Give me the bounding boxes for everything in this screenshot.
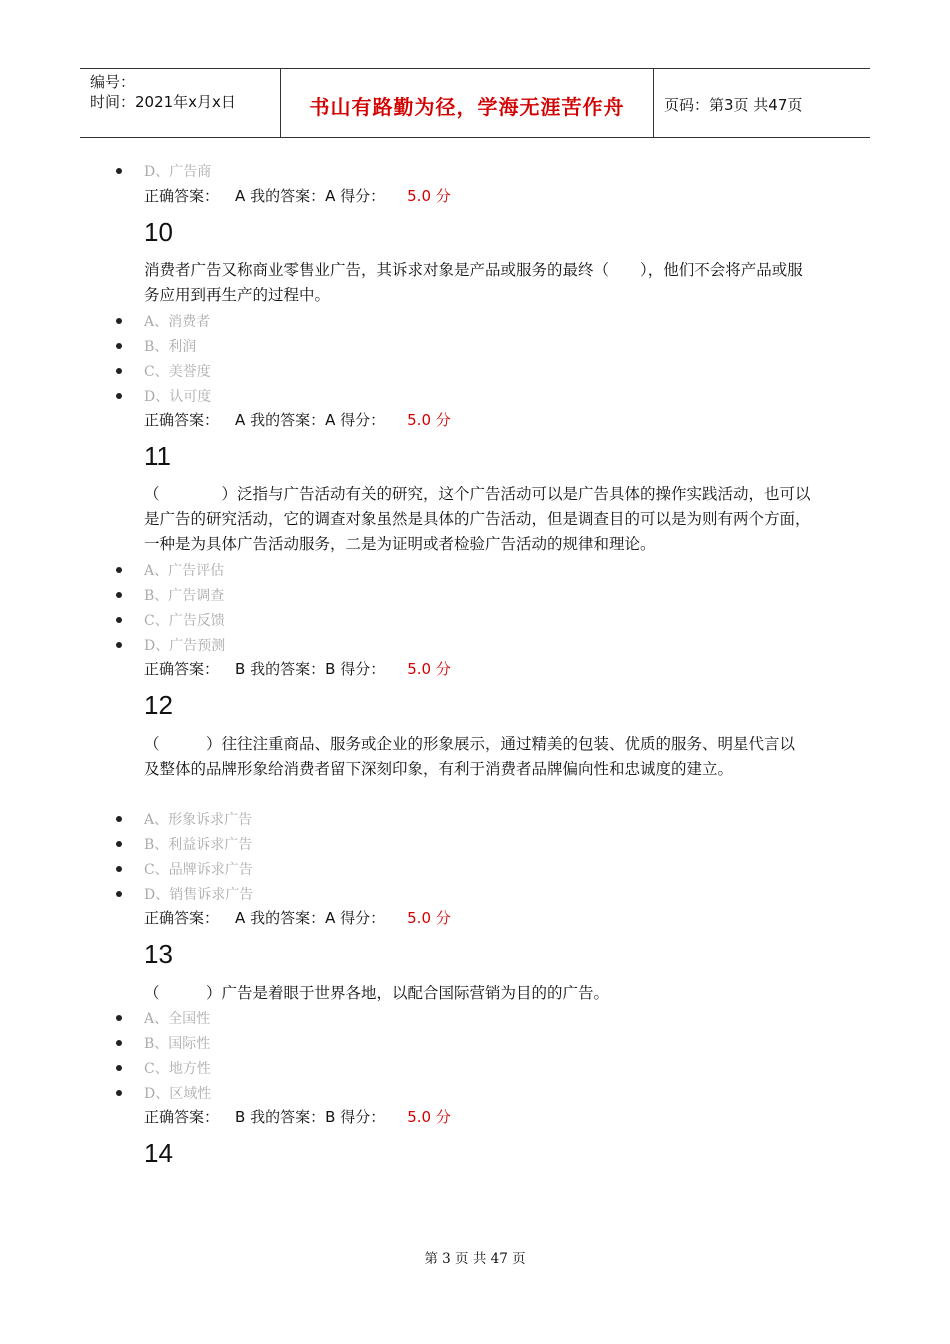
bullet xyxy=(116,1065,122,1071)
question-text: （ ）广告是着眼于世界各地，以配合国际营销为目的的广告。 xyxy=(144,984,610,1002)
option-a: A、全国性 xyxy=(144,1011,211,1027)
answer-line: 正确答案： A 我的答案：A 得分： 5.0 分 xyxy=(144,909,451,927)
question-number: 10 xyxy=(144,217,173,247)
header-meta-cell xyxy=(80,69,281,137)
option-a: A、广告评估 xyxy=(144,563,225,579)
question-number: 12 xyxy=(144,690,173,720)
answer-line: 正确答案： B 我的答案：B 得分： 5.0 分 xyxy=(144,1108,451,1126)
option-b: B、利益诉求广告 xyxy=(144,837,253,853)
header-motto-cell xyxy=(281,69,654,137)
bullet xyxy=(116,816,122,822)
bullet xyxy=(116,567,122,573)
bullet xyxy=(116,168,122,174)
option-d: D、认可度 xyxy=(144,389,212,405)
option-a: A、消费者 xyxy=(144,314,211,330)
option-c: C、广告反馈 xyxy=(144,613,225,629)
answer-line: 正确答案： A 我的答案：A 得分： 5.0 分 xyxy=(144,187,451,205)
number-label: 编号： xyxy=(90,73,136,91)
option-d: D、广告预测 xyxy=(144,638,226,654)
question-text: （ ）往往注重商品、服务或企业的形象展示，通过精美的包装、优质的服务、明星代言以及整体的品牌形象给消费者留下深刻印象，有利于消费者品牌偏向性和忠诚度的建立。 xyxy=(144,735,796,778)
bullet xyxy=(116,841,122,847)
question-text: （ ）泛指与广告活动有关的研究，这个广告活动可以是广告具体的操作实践活动，也可以是广告的研究活动，它的调查对象虽然是具体的广告活动，但是调查目的可以是为则有两个方面，一种是为具体广告活动服务，二是为证明或者检验广告活动的规律和理论。 xyxy=(144,485,811,553)
bullet xyxy=(116,368,122,374)
option-a: A、形象诉求广告 xyxy=(144,812,253,828)
option-d: D、区域性 xyxy=(144,1086,212,1102)
option-d: D、广告商 xyxy=(144,164,212,180)
option-c: C、地方性 xyxy=(144,1061,211,1077)
document-header xyxy=(80,68,870,138)
answer-line: 正确答案： B 我的答案：B 得分： 5.0 分 xyxy=(144,660,451,678)
bullet xyxy=(116,1015,122,1021)
motto: 书山有路勤为径，学海无涯苦作舟 xyxy=(309,95,625,119)
bullet xyxy=(116,891,122,897)
option-b: B、国际性 xyxy=(144,1036,211,1052)
bullet xyxy=(116,1090,122,1096)
answer-line: 正确答案： A 我的答案：A 得分： 5.0 分 xyxy=(144,411,451,429)
option-c: C、美誉度 xyxy=(144,364,211,380)
question-number: 11 xyxy=(144,441,171,471)
header-page-cell xyxy=(654,69,870,137)
question-text: 消费者广告又称商业零售业广告，其诉求对象是产品或服务的最终（ ），他们不会将产品或服务应用到再生产的过程中。 xyxy=(144,261,803,304)
option-d: D、销售诉求广告 xyxy=(144,887,254,903)
bullet xyxy=(116,617,122,623)
page-footer: 第 3 页 共 47 页 xyxy=(424,1251,526,1267)
bullet xyxy=(116,592,122,598)
page-info: 页码：第3页 共47页 xyxy=(664,96,803,114)
bullet xyxy=(116,642,122,648)
bullet xyxy=(116,343,122,349)
question-number: 14 xyxy=(144,1138,173,1168)
bullet xyxy=(116,866,122,872)
bullet xyxy=(116,318,122,324)
option-b: B、利润 xyxy=(144,339,197,355)
option-b: B、广告调查 xyxy=(144,588,225,604)
question-number: 13 xyxy=(144,939,173,969)
time-label: 时间：2021年x月x日 xyxy=(90,93,236,111)
bullet xyxy=(116,393,122,399)
bullet xyxy=(116,1040,122,1046)
option-c: C、品牌诉求广告 xyxy=(144,862,253,878)
